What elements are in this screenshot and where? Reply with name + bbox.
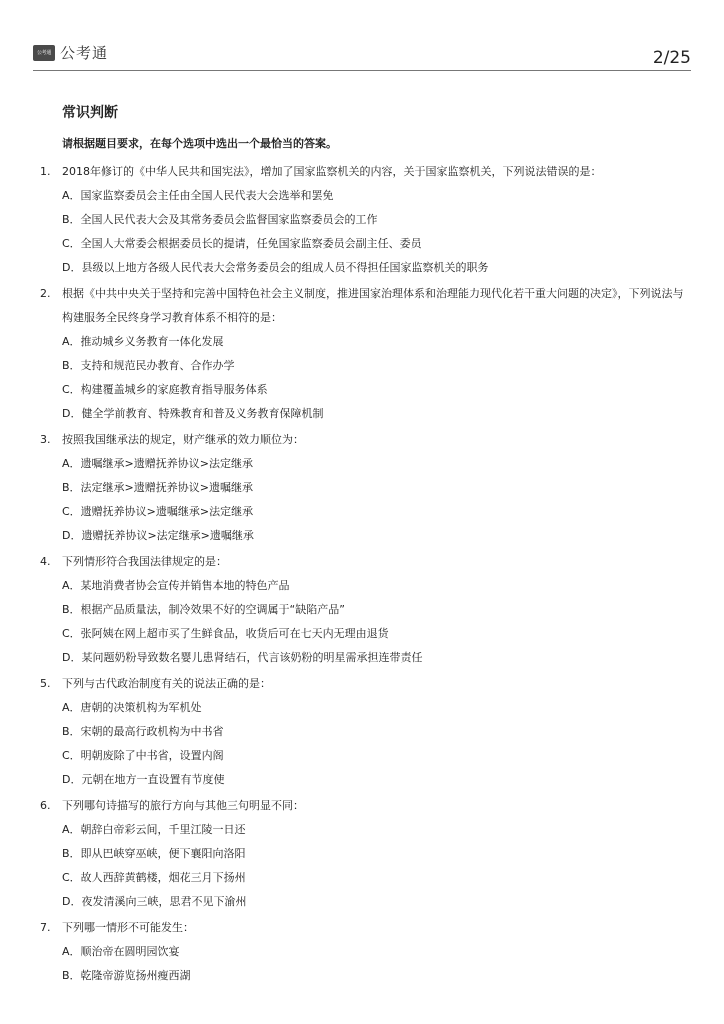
- question-stem: [40, 282, 688, 330]
- question-stem: [40, 916, 688, 940]
- question-number: 7.: [40, 921, 51, 934]
- answer-option: A．朝辞白帝彩云间，千里江陵一日还: [62, 823, 246, 836]
- question-text: 下列情形符合我国法律规定的是：: [62, 555, 227, 568]
- answer-option: A．唐朝的决策机构为军机处: [62, 701, 202, 714]
- answer-option: D．某问题奶粉导致数名婴儿患肾结石，代言该奶粉的明星需承担连带责任: [62, 651, 423, 664]
- question-number: 2.: [40, 287, 51, 300]
- answer-option: D．夜发清溪向三峡，思君不见下渝州: [62, 895, 247, 908]
- answer-option: B．即从巴峡穿巫峡，便下襄阳向洛阳: [62, 847, 246, 860]
- question-text: 下列与古代政治制度有关的说法正确的是：: [62, 677, 271, 690]
- section-title: 常识判断: [62, 105, 118, 121]
- answer-option: A．顺治帝在圆明园饮宴: [62, 945, 180, 958]
- answer-option: C．构建覆盖城乡的家庭教育指导服务体系: [62, 383, 268, 396]
- question-item: [40, 160, 688, 280]
- answer-option: A．推动城乡义务教育一体化发展: [62, 335, 224, 348]
- question-text: 2018年修订的《中华人民共和国宪法》，增加了国家监察机关的内容，关于国家监察机关，下列说法错误的是：: [62, 165, 602, 178]
- question-text: 按照我国继承法的规定，财产继承的效力顺位为：: [62, 433, 304, 446]
- answer-option: D．健全学前教育、特殊教育和普及义务教育保障机制: [62, 407, 324, 420]
- question-number: 1.: [40, 165, 51, 178]
- answer-option: C．故人西辞黄鹤楼，烟花三月下扬州: [62, 871, 246, 884]
- question-stem: [40, 160, 688, 184]
- answer-option: B．乾隆帝游览扬州瘦西湖: [62, 969, 191, 982]
- question-item: [40, 672, 688, 792]
- question-item: [40, 550, 688, 670]
- answer-option: D．县级以上地方各级人民代表大会常务委员会的组成人员不得担任国家监察机关的职务: [62, 261, 489, 274]
- answer-option: C．全国人大常委会根据委员长的提请，任免国家监察委员会副主任、委员: [62, 237, 422, 250]
- question-stem: [40, 428, 688, 452]
- answer-option: B．法定继承>遗赠抚养协议>遗嘱继承: [62, 481, 253, 494]
- answer-option: C．明朝废除了中书省，设置内阁: [62, 749, 224, 762]
- answer-option: A．国家监察委员会主任由全国人民代表大会选举和罢免: [62, 189, 334, 202]
- answer-option: D．元朝在地方一直设置有节度使: [62, 773, 225, 786]
- answer-option: B．全国人民代表大会及其常务委员会监督国家监察委员会的工作: [62, 213, 378, 226]
- question-number: 3.: [40, 433, 51, 446]
- answer-option: A．遗嘱继承>遗赠抚养协议>法定继承: [62, 457, 253, 470]
- answer-option: D．遗赠抚养协议>法定继承>遗嘱继承: [62, 529, 254, 542]
- answer-option: B．支持和规范民办教育、合作办学: [62, 359, 235, 372]
- question-text: 下列哪句诗描写的旅行方向与其他三句明显不同：: [62, 799, 304, 812]
- answer-option: C．遗赠抚养协议>遗嘱继承>法定继承: [62, 505, 254, 518]
- brand-name: 公考通: [60, 44, 109, 62]
- question-text: 根据《中共中央关于坚持和完善中国特色社会主义制度，推进国家治理体系和治理能力现代化若干重大问题的决定》，下列说法与构建服务全民终身学习教育体系不相符的是：: [62, 287, 684, 324]
- page-number: 2/25: [652, 48, 691, 68]
- answer-option: C．张阿姨在网上超市买了生鲜食品，收货后可在七天内无理由退货: [62, 627, 389, 640]
- brand-logo: [33, 42, 108, 63]
- question-list: [40, 160, 688, 988]
- question-stem: [40, 672, 688, 696]
- question-item: [40, 282, 688, 426]
- question-item: [40, 428, 688, 548]
- question-number: 5.: [40, 677, 51, 690]
- question-item: [40, 916, 688, 988]
- logo-mark: 公考通: [33, 45, 55, 61]
- answer-option: B．宋朝的最高行政机构为中书省: [62, 725, 224, 738]
- question-stem: [40, 550, 688, 574]
- document-body: [40, 103, 688, 990]
- question-number: 4.: [40, 555, 51, 568]
- page-header: [33, 42, 691, 71]
- answer-option: B．根据产品质量法，制冷效果不好的空调属于“缺陷产品”: [62, 603, 345, 616]
- answer-option: A．某地消费者协会宣传并销售本地的特色产品: [62, 579, 290, 592]
- instruction-text: 请根据题目要求，在每个选项中选出一个最恰当的答案。: [62, 137, 337, 150]
- question-text: 下列哪一情形不可能发生：: [62, 921, 194, 934]
- question-number: 6.: [40, 799, 51, 812]
- question-item: [40, 794, 688, 914]
- question-stem: [40, 794, 688, 818]
